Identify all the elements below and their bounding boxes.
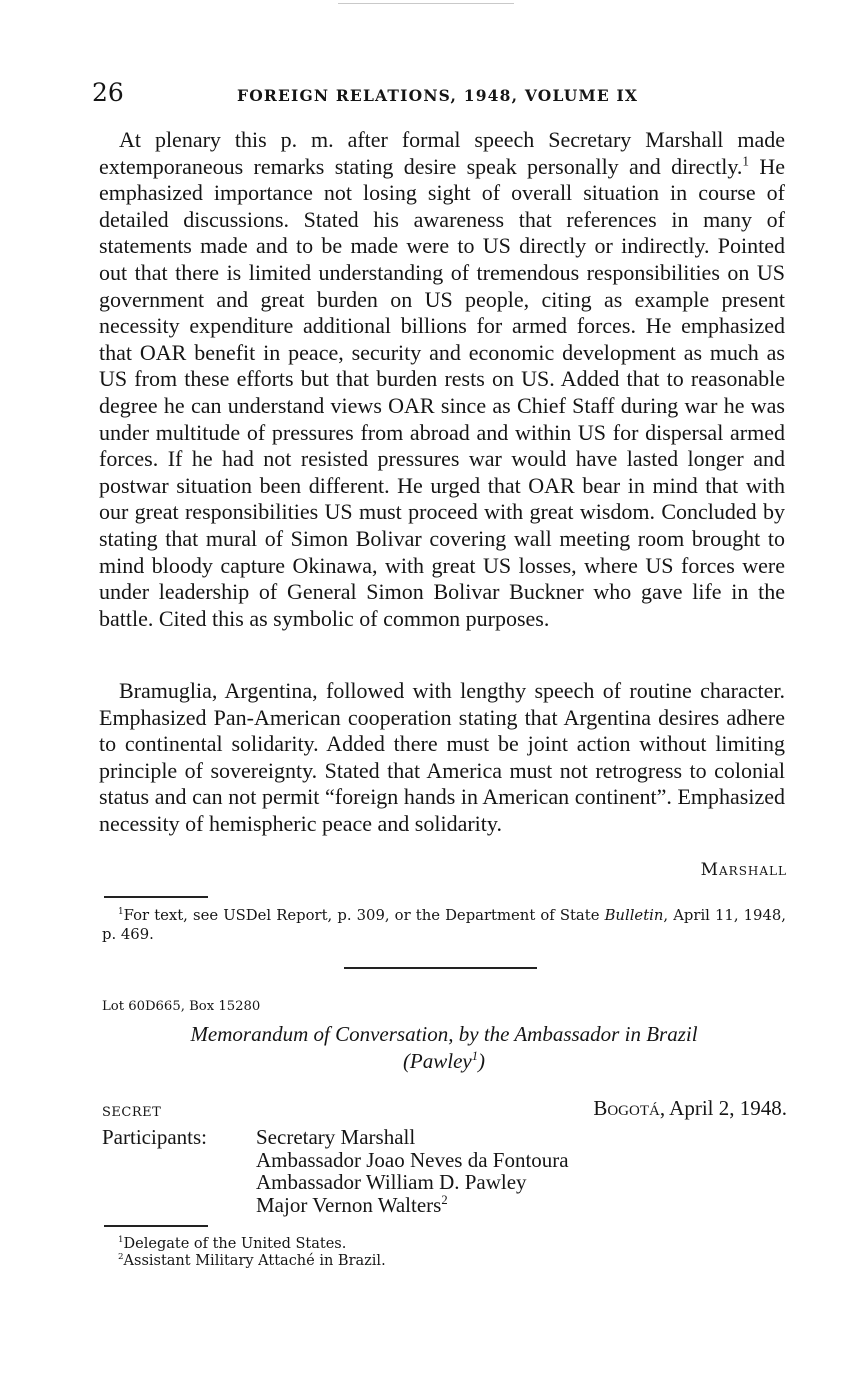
page-number: 26 xyxy=(92,78,124,107)
memo-title xyxy=(150,1021,738,1075)
classification: SECRET xyxy=(102,1105,162,1120)
footnote-marker: 1 xyxy=(118,1235,124,1246)
participant-name-text: Major Vernon Walters xyxy=(256,1192,442,1217)
footnote-rule xyxy=(104,896,208,898)
footnote-ref: 1 xyxy=(742,153,749,169)
footnote-text-after: , April 11, 1948, p. 469. xyxy=(102,907,786,943)
footnote-ref: 1 xyxy=(471,1049,479,1063)
footnote-text-italic: Bulletin xyxy=(604,907,664,924)
top-edge-rule xyxy=(338,3,514,4)
section-divider xyxy=(344,967,537,969)
running-title: FOREIGN RELATIONS, 1948, VOLUME IX xyxy=(237,86,639,105)
footnote-text: Assistant Military Attaché in Brazil. xyxy=(123,1253,386,1269)
footnote-rule xyxy=(104,1225,208,1227)
signature: Marshall xyxy=(700,860,787,880)
page-header xyxy=(92,76,792,112)
lot-reference: Lot 60D665, Box 15280 xyxy=(102,999,261,1014)
participants-label: Participants: xyxy=(102,1125,207,1149)
footnote-text: Delegate of the United States. xyxy=(123,1236,347,1252)
paragraph-1-after: He emphasized importance not losing sight of overall situation in course of detailed discussions. Stated his awareness that references in many of statements made and to be made were to US directly or indirectly. Pointed out that there is limited understanding of tremendous responsibilities on US government and great burden on US people, citing as example present necessity expenditure additional billions for armed forces. He emphasized that OAR benefit in peace, security and economic development as much as US from these efforts but that burden rests on US. Added that to reasonable degree he can understand views OAR since as Chief Staff during war he was under multitude of pressures from abroad and within US for dispersal armed forces. If he had not resisted pressures war would have lasted longer and postwar situation been different. He urged that OAR bear in mind that with our great responsibilities US must proceed with great wisdom. Concluded by stating that mural of Simon Bolivar covering wall meeting room brought to mind bloody capture Okinawa, with great US losses, where US forces were under leadership of General Simon Bolivar Buckner who gave life in the battle. Cited this as symbolic of common purposes. xyxy=(99,153,785,631)
footnote-ref: 2 xyxy=(441,1192,448,1207)
footnote-1 xyxy=(102,906,786,944)
paragraph-1-before: At plenary this p. m. after formal speech Secretary Marshall made extemporaneous remarks stating desire speak personally and directly. xyxy=(99,127,785,179)
participant-name xyxy=(256,1194,776,1217)
footnote-marker: 2 xyxy=(118,1252,124,1263)
date: , April 2, 1948. xyxy=(659,1096,787,1120)
footnote-text-before: For text, see USDel Report, p. 309, or the Department of State xyxy=(123,907,605,924)
footnote-item xyxy=(118,1236,386,1253)
footnote-item xyxy=(118,1253,386,1270)
footnotes-bottom xyxy=(118,1236,386,1270)
place: Bogotá xyxy=(593,1096,660,1120)
dateline xyxy=(593,1096,787,1121)
participants-list xyxy=(256,1126,776,1216)
participant-name: Ambassador William D. Pawley xyxy=(256,1170,527,1194)
participant-name: Ambassador Joao Neves da Fontoura xyxy=(256,1147,569,1172)
participant-name: Secretary Marshall xyxy=(256,1125,416,1149)
memo-title-text: Memorandum of Conversation, by the Ambassador in Brazil (Pawley xyxy=(190,1022,698,1073)
telegram-paragraph-2: Bramuglia, Argentina, followed with lengthy speech of routine character. Emphasized Pan-American cooperation stating that Argentina desires adhere to continental solidarity. Added there must be joint action without limiting principle of sovereignty. Stated that America must not retrogress to colonial status and can not permit “foreign hands in American continent”. Emphasized necessity of hemispheric peace and solidarity. xyxy=(99,678,785,836)
footnote-marker: 1 xyxy=(118,907,124,918)
memo-title-close: ) xyxy=(478,1049,486,1073)
telegram-paragraph-1 xyxy=(99,127,785,632)
